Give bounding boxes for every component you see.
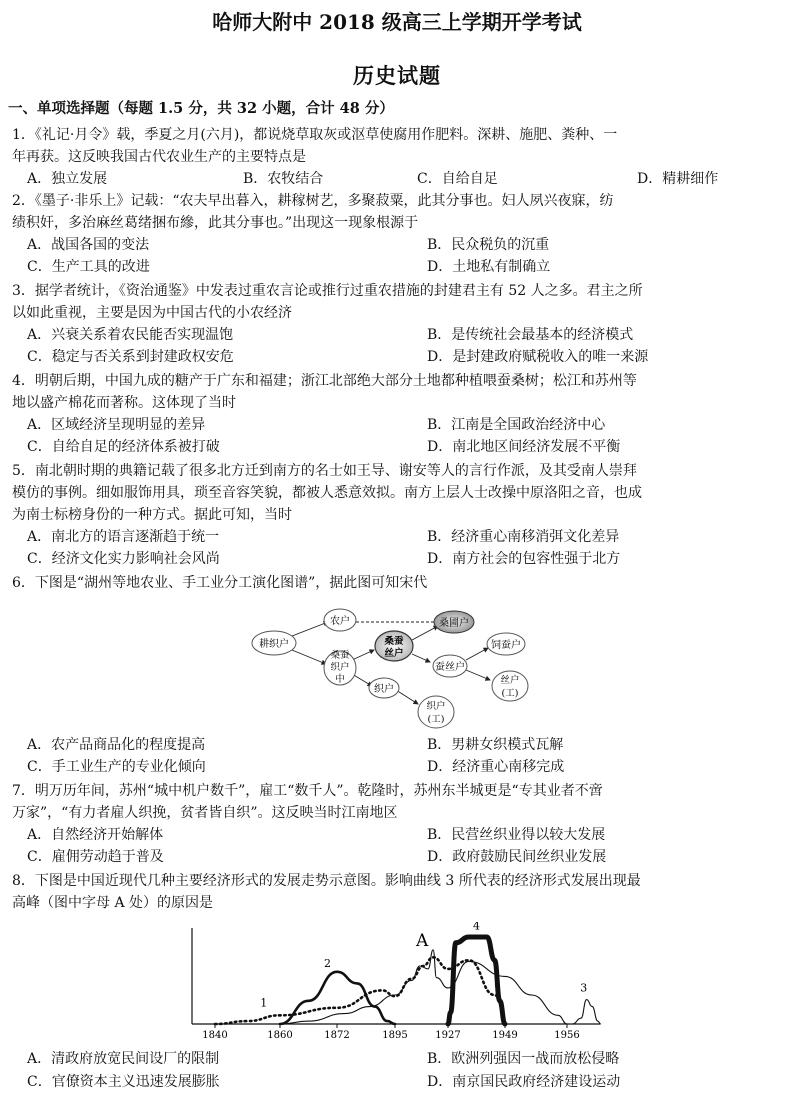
q5-option-c[interactable]: C．经济文化实力影响社会风尚 bbox=[27, 551, 220, 567]
q2-option-d[interactable]: D．土地私有制确立 bbox=[427, 259, 551, 275]
svg-text:(工): (工) bbox=[427, 714, 445, 725]
q8-option-d[interactable]: D．南京国民政府经济建设运动 bbox=[427, 1074, 621, 1090]
q2-stem-line2: 绩积奸，多治麻丝葛绪捆布縿，此其分事也。”出现这一现象根源于 bbox=[12, 215, 419, 231]
curve-label-4: 4 bbox=[473, 922, 480, 933]
curve-label-1: 1 bbox=[260, 996, 268, 1010]
exam-subtitle: 历史试题 bbox=[353, 63, 441, 88]
q4-stem-line2: 地以盛产棉花而著称。这体现了当时 bbox=[12, 395, 236, 411]
q3-option-d[interactable]: D．是封建政府赋税收入的唯一来源 bbox=[427, 349, 649, 365]
node-sangcan-sihu bbox=[375, 631, 413, 661]
q1-option-b[interactable]: B．农牧结合 bbox=[243, 171, 324, 187]
node-sihu-gong bbox=[492, 671, 528, 701]
svg-text:桑蚕: 桑蚕 bbox=[330, 650, 350, 661]
node-sicanhu bbox=[487, 633, 525, 655]
x-tick-label: 1860 bbox=[267, 1030, 293, 1041]
q6-stem-line1: 6．下图是“湖州等地农业、手工业分工演化图谱”，据此图可知宋代 bbox=[12, 575, 428, 591]
node-sangcan-zhihu bbox=[324, 650, 356, 685]
q8-stem-line1: 8．下图是中国近现代几种主要经济形式的发展走势示意图。影响曲线 3 所代表的经济形式发展出现最 bbox=[12, 873, 641, 889]
q7-option-d[interactable]: D．政府鼓励民间丝织业发展 bbox=[427, 849, 607, 865]
q1-stem-line1: 1．《礼记·月令》载，季夏之月(六月)，都说烧草取灰或沤草使腐用作肥料。深耕、施肥、粪种、一 bbox=[12, 127, 618, 143]
q2-stem-line1: 2．《墨子·非乐上》记载：“农夫早出暮入，耕稼树艺，多聚菽粟，此其分事也。妇人夙兴夜寐，纺 bbox=[12, 193, 614, 209]
q1-stem-line2: 年再获。这反映我国古代农业生产的主要特点是 bbox=[12, 149, 306, 165]
curve-label-2: 2 bbox=[324, 957, 331, 971]
svg-text:耕织户: 耕织户 bbox=[259, 639, 289, 650]
q7-stem-line1: 7．明万历年间，苏州“城中机户数千”，雇工“数千人”。乾隆时，苏州东半城更是“专其业者不啻 bbox=[12, 783, 603, 799]
node-zhihu-gong bbox=[418, 696, 454, 728]
q8-option-a[interactable]: A．清政府放宽民间设厂的限制 bbox=[27, 1051, 220, 1067]
q5-option-b[interactable]: B．经济重心南移消弭文化差异 bbox=[427, 529, 620, 545]
svg-text:织户: 织户 bbox=[330, 662, 350, 673]
svg-text:蚕丝户: 蚕丝户 bbox=[435, 662, 465, 673]
curve-label-3: 3 bbox=[580, 981, 588, 995]
division-of-labor-diagram bbox=[250, 600, 580, 732]
series-line-extra-4 bbox=[573, 1000, 601, 1024]
node-sangpuhu bbox=[434, 611, 474, 633]
economic-trend-chart bbox=[180, 922, 620, 1046]
exam-title: 哈师大附中 2018 级高三上学期开学考试 bbox=[212, 10, 582, 34]
q8-option-c[interactable]: C．官僚资本主义迅速发展膨胀 bbox=[27, 1074, 220, 1090]
svg-text:饲蚕户: 饲蚕户 bbox=[491, 640, 521, 651]
q6-option-c[interactable]: C．手工业生产的专业化倾向 bbox=[27, 759, 206, 775]
svg-text:织户: 织户 bbox=[374, 684, 394, 695]
svg-text:织户: 织户 bbox=[426, 701, 446, 712]
series-line-2 bbox=[280, 972, 395, 1024]
q4-option-c[interactable]: C．自给自足的经济体系被打破 bbox=[27, 439, 220, 455]
q6-option-b[interactable]: B．男耕女织模式瓦解 bbox=[427, 737, 564, 753]
q5-option-a[interactable]: A．南北方的语言逐渐趋于统一 bbox=[27, 529, 220, 545]
node-gengzhihu bbox=[252, 631, 296, 655]
x-tick-label: 1840 bbox=[202, 1030, 228, 1041]
q5-stem-line2: 模仿的事例。细如服饰用具，琐至音容笑貌，都被人悉意效拟。南方上层人士改操中原洛阳之音，也成 bbox=[12, 485, 642, 501]
svg-text:(工): (工) bbox=[501, 688, 519, 699]
svg-text:丝户: 丝户 bbox=[500, 675, 520, 686]
svg-text:桑圃户: 桑圃户 bbox=[439, 618, 469, 629]
q3-option-c[interactable]: C．稳定与否关系到封建政权安危 bbox=[27, 349, 234, 365]
q6-option-a[interactable]: A．农产品商品化的程度提高 bbox=[27, 737, 206, 753]
q3-option-b[interactable]: B．是传统社会最基本的经济模式 bbox=[427, 327, 634, 343]
x-tick-label: 1949 bbox=[492, 1030, 518, 1041]
svg-text:农户: 农户 bbox=[330, 616, 350, 627]
q2-option-a[interactable]: A．战国各国的变法 bbox=[27, 237, 150, 253]
node-nonghu bbox=[324, 609, 356, 631]
q3-stem-line2: 以如此重视，主要是因为中国古代的小农经济 bbox=[12, 305, 292, 321]
q2-option-b[interactable]: B．民众税负的沉重 bbox=[427, 237, 550, 253]
q1-option-c[interactable]: C．自给自足 bbox=[417, 171, 498, 187]
q5-stem-line1: 5．南北朝时期的典籍记载了很多北方迁到南方的名士如王导、谢安等人的言行作派，及其受南人崇拜 bbox=[12, 463, 637, 479]
node-cansihu bbox=[433, 655, 467, 677]
q8-stem-line2: 高峰（图中字母 A 处）的原因是 bbox=[12, 895, 214, 911]
q4-option-b[interactable]: B．江南是全国政治经济中心 bbox=[427, 417, 606, 433]
q7-option-a[interactable]: A．自然经济开始解体 bbox=[27, 827, 164, 843]
q1-option-a[interactable]: A．独立发展 bbox=[27, 171, 108, 187]
x-tick-label: 1927 bbox=[435, 1030, 461, 1041]
svg-text:中: 中 bbox=[335, 674, 345, 685]
q7-option-c[interactable]: C．雇佣劳动趋于普及 bbox=[27, 849, 164, 865]
section-heading: 一、单项选择题（每题 1.5 分，共 32 小题，合计 48 分） bbox=[8, 100, 394, 117]
point-a-label: A bbox=[416, 931, 429, 951]
q7-stem-line2: 万家”，“有力者雇人织挽，贫者皆自织”。这反映当时江南地区 bbox=[12, 805, 398, 821]
q5-option-d[interactable]: D．南方社会的包容性强于北方 bbox=[427, 551, 621, 567]
x-tick-label: 1956 bbox=[554, 1030, 580, 1041]
svg-text:丝户: 丝户 bbox=[384, 648, 404, 659]
q2-option-c[interactable]: C．生产工具的改进 bbox=[27, 259, 150, 275]
q3-stem-line1: 3．据学者统计，《资治通鉴》中发表过重农言论或推行过重农措施的封建君主有 52 人之多。君主之所 bbox=[12, 283, 643, 299]
svg-text:桑蚕: 桑蚕 bbox=[384, 636, 404, 647]
q8-option-b[interactable]: B．欧洲列强因一战而放松侵略 bbox=[427, 1051, 620, 1067]
q4-option-a[interactable]: A．区域经济呈现明显的差异 bbox=[27, 417, 206, 433]
q3-option-a[interactable]: A．兴衰关系着农民能否实现温饱 bbox=[27, 327, 234, 343]
q6-option-d[interactable]: D．经济重心南移完成 bbox=[427, 759, 565, 775]
q4-stem-line1: 4．明朝后期，中国九成的糖产于广东和福建；浙江北部绝大部分土地都种植喂蚕桑树；松江和苏州等 bbox=[12, 373, 637, 389]
q4-option-d[interactable]: D．南北地区间经济发展不平衡 bbox=[427, 439, 621, 455]
q1-option-d[interactable]: D．精耕细作 bbox=[637, 171, 719, 187]
x-tick-label: 1895 bbox=[382, 1030, 408, 1041]
q5-stem-line3: 为南士标榜身份的一种方式。据此可知，当时 bbox=[12, 507, 292, 523]
q7-option-b[interactable]: B．民营丝织业得以较大发展 bbox=[427, 827, 606, 843]
node-zhihu bbox=[369, 678, 399, 698]
x-tick-label: 1872 bbox=[324, 1030, 350, 1041]
